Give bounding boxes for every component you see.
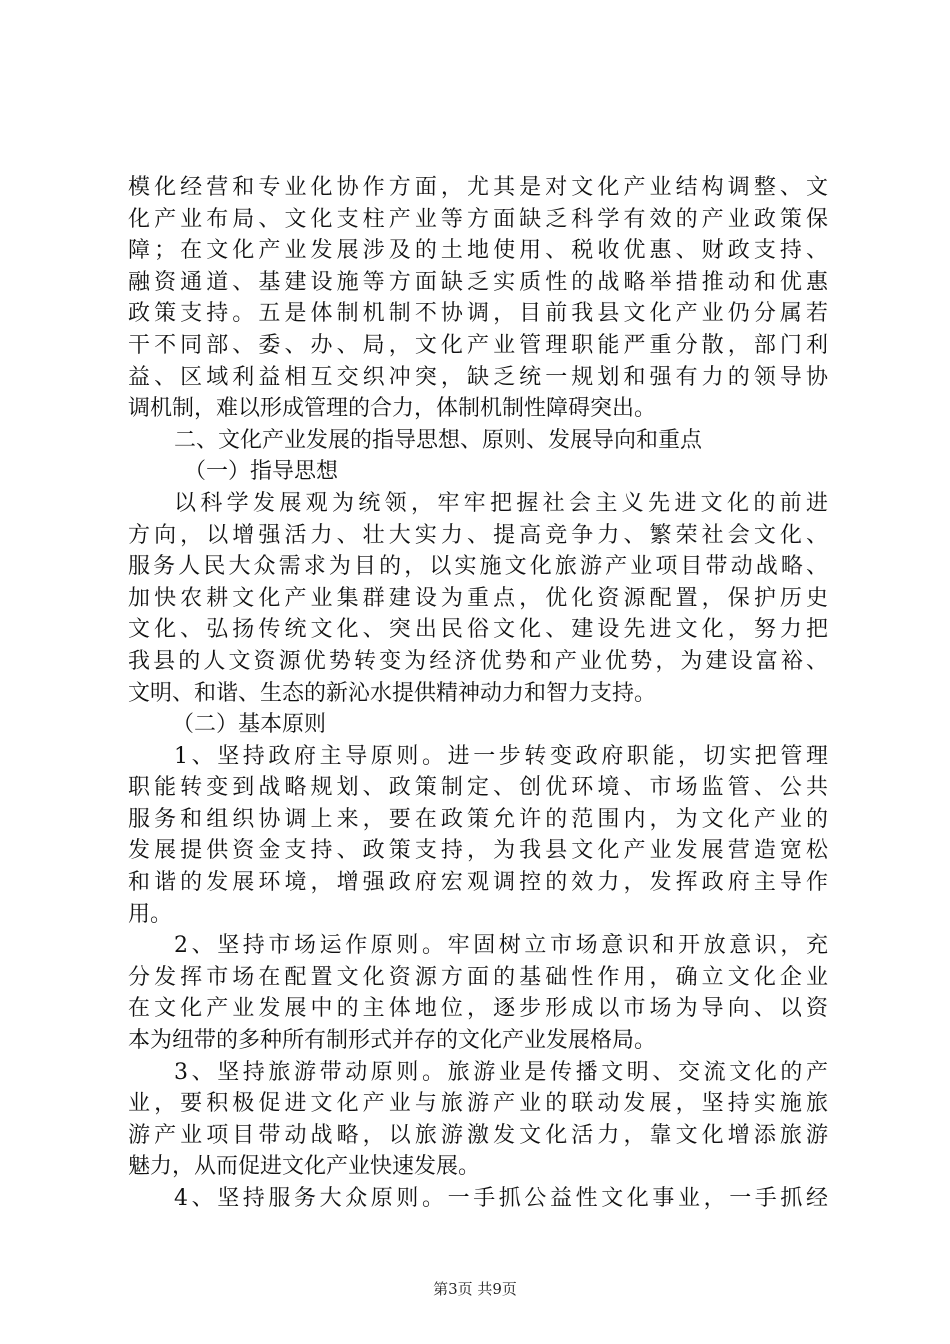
text-line: 益、区域利益相互交织冲突，缺乏统一规划和强有力的领导协	[128, 364, 828, 390]
text-line: 用。	[128, 901, 173, 927]
text-line: （一）指导思想	[184, 459, 339, 485]
text-line: 加快农耕文化产业集群建设为重点，优化资源配置，保护历史	[128, 585, 828, 611]
text-line: 3、坚持旅游带动原则。旅游业是传播文明、交流文化的产	[174, 1059, 828, 1085]
text-line: 和谐的发展环境，增强政府宏观调控的效力，发挥政府主导作	[128, 870, 828, 896]
text-line: 2、坚持市场运作原则。牢固树立市场意识和开放意识，充	[174, 933, 828, 959]
text-line: 魅力，从而促进文化产业快速发展。	[128, 1154, 481, 1180]
text-line: 干不同部、委、办、局，文化产业管理职能严重分散，部门利	[128, 332, 828, 358]
text-line: 本为纽带的多种所有制形式并存的文化产业发展格局。	[128, 1028, 657, 1054]
text-line: 1、坚持政府主导原则。进一步转变政府职能，切实把管理	[174, 743, 828, 769]
text-line: 方向，以增强活力、壮大实力、提高竞争力、繁荣社会文化、	[128, 522, 828, 548]
text-line: 文化、弘扬传统文化、突出民俗文化、建设先进文化，努力把	[128, 617, 828, 643]
text-line: 分发挥市场在配置文化资源方面的基础性作用，确立文化企业	[128, 964, 828, 990]
text-line: 游产业项目带动战略，以旅游激发文化活力，靠文化增添旅游	[128, 1122, 828, 1148]
text-line: 化产业布局、文化支柱产业等方面缺乏科学有效的产业政策保	[128, 206, 828, 232]
text-line: 政策支持。五是体制机制不协调，目前我县文化产业仍分属若	[128, 301, 828, 327]
text-line: 发展提供资金支持、政策支持，为我县文化产业发展营造宽松	[128, 838, 828, 864]
text-line: 服务和组织协调上来，要在政策允许的范围内，为文化产业的	[128, 806, 828, 832]
text-line: 融资通道、基建设施等方面缺乏实质性的战略举措推动和优惠	[128, 269, 828, 295]
text-line: 以科学发展观为统领，牢牢把握社会主义先进文化的前进	[174, 490, 828, 516]
text-line: 服务人民大众需求为目的，以实施文化旅游产业项目带动战略、	[128, 554, 828, 580]
text-line: （二）基本原则	[172, 712, 327, 738]
text-line: 在文化产业发展中的主体地位，逐步形成以市场为导向、以资	[128, 996, 828, 1022]
text-line: 职能转变到战略规划、政策制定、创优环境、市场监管、公共	[128, 775, 828, 801]
text-line: 业，要积极促进文化产业与旅游产业的联动发展，坚持实施旅	[128, 1091, 828, 1117]
text-line: 我县的人文资源优势转变为经济优势和产业优势，为建设富裕、	[128, 648, 828, 674]
text-line: 二、文化产业发展的指导思想、原则、发展导向和重点	[174, 427, 703, 453]
document-body	[128, 172, 828, 1215]
text-line: 模化经营和专业化协作方面，尤其是对文化产业结构调整、文	[128, 175, 828, 200]
text-line: 文明、和谐、生态的新沁水提供精神动力和智力支持。	[128, 680, 657, 706]
text-line: 障；在文化产业发展涉及的土地使用、税收优惠、财政支持、	[128, 238, 828, 264]
text-line: 4、坚持服务大众原则。一手抓公益性文化事业，一手抓经	[174, 1186, 828, 1211]
page-footer: 第3页 共9页	[433, 1280, 517, 1298]
text-line: 调机制，难以形成管理的合力，体制机制性障碍突出。	[128, 396, 657, 422]
